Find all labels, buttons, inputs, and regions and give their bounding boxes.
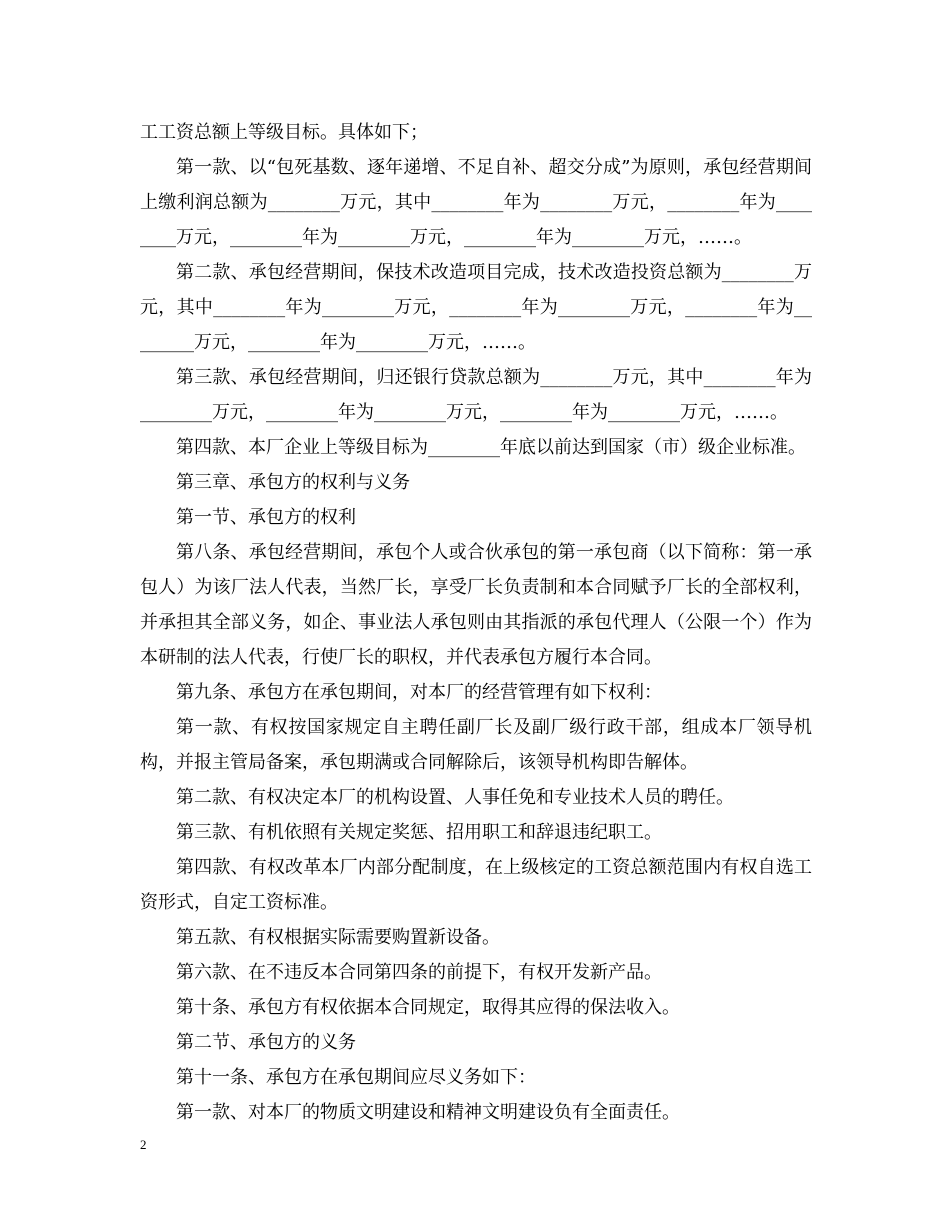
- document-body: [140, 115, 812, 1130]
- paragraph-article-9-clause-4: 第四款、有权改革本厂内部分配制度，在上级核定的工资总额范围内有权自选工资形式，自定工资标准。: [140, 857, 812, 913]
- page-number: 2: [140, 1137, 147, 1152]
- paragraph-clause-2-tech-investment: 第二款、承包经营期间，保技术改造项目完成，技术改造投资总额为________万元，其中________年为________万元，________年为________万元，________年为________万元，________年为________万元，……。: [140, 262, 812, 353]
- paragraph-article-8: 第八条、承包经营期间，承包个人或合伙承包的第一承包商（以下简称：第一承包人）为该厂法人代表，当然厂长，享受厂长负责制和本合同赋予厂长的全部权利，并承担其全部义务，如企、事业法人承包则由其指派的承包代理人（公限一个）作为本研制的法人代表，行使厂长的职权，并代表承包方履行本合同。: [140, 542, 812, 668]
- paragraph-article-9-clause-6: 第六款、在不违反本合同第四条的前提下，有权开发新产品。: [176, 962, 662, 983]
- chapter-heading: 第三章、承包方的权利与义务: [176, 472, 410, 493]
- paragraph-article-9-clause-1: 第一款、有权按国家规定自主聘任副厂长及副厂级行政干部，组成本厂领导机构，并报主管局备案，承包期满或合同解除后，该领导机构即告解体。: [140, 717, 812, 773]
- paragraph-clause-4-grade: 第四款、本厂企业上等级目标为________年底以前达到国家（市）级企业标准。: [176, 437, 806, 458]
- paragraph-intro: 工工资总额上等级目标。具体如下；: [140, 122, 428, 143]
- paragraph-article-9-clause-5: 第五款、有权根据实际需要购置新设备。: [176, 927, 500, 948]
- paragraph-article-10: 第十条、承包方有权依据本合同规定，取得其应得的保法收入。: [176, 997, 680, 1018]
- paragraph-clause-3-loan: 第三款、承包经营期间，归还银行贷款总额为________万元，其中________年为________万元，________年为________万元，________年为________万元，……。: [140, 367, 812, 423]
- paragraph-article-11-clause-1: 第一款、对本厂的物质文明建设和精神文明建设负有全面责任。: [176, 1102, 680, 1123]
- paragraph-article-9-clause-2: 第二款、有权决定本厂的机构设置、人事任免和专业技术人员的聘任。: [176, 787, 734, 808]
- paragraph-article-9: 第九条、承包方在承包期间，对本厂的经营管理有如下权利：: [176, 682, 662, 703]
- paragraph-article-9-clause-3: 第三款、有机依照有关规定奖惩、招用职工和辞退违纪职工。: [176, 822, 662, 843]
- section-heading-duties: 第二节、承包方的义务: [176, 1032, 356, 1053]
- paragraph-clause-1-profit: 第一款、以“包死基数、逐年递增、不足自补、超交分成”为原则，承包经营期间上缴利润总额为________万元，其中________年为________万元，________年为________万元，________年为________万元，________年为________万元，……。: [140, 157, 812, 248]
- paragraph-article-11: 第十一条、承包方在承包期间应尽义务如下：: [176, 1067, 536, 1088]
- section-heading-rights: 第一节、承包方的权利: [176, 507, 356, 528]
